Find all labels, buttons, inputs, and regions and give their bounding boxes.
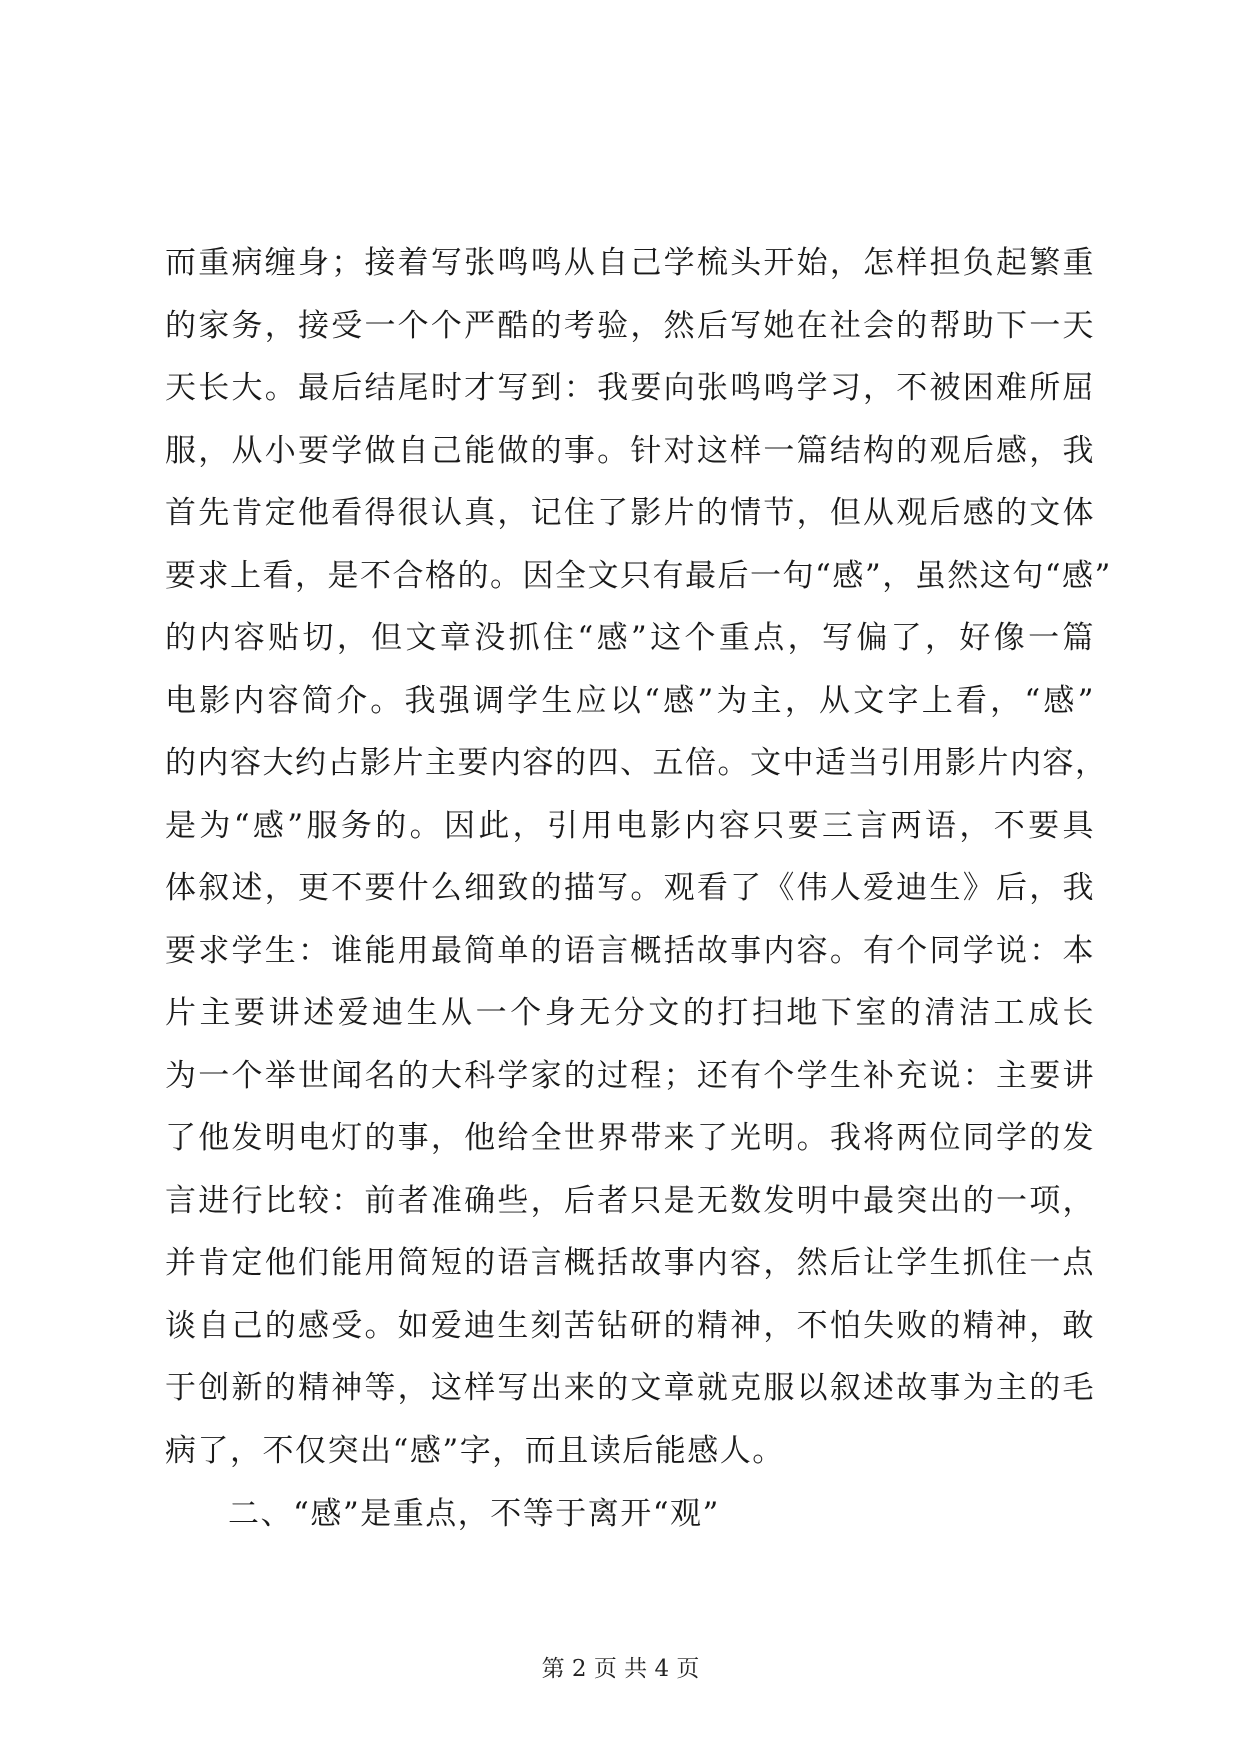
text-line: 而重病缠身；接着写张鸣鸣从自己学梳头开始，怎样担负起繁重 bbox=[165, 245, 1095, 281]
text-line: 并肯定他们能用简短的语言概括故事内容，然后让学生抓住一点 bbox=[165, 1245, 1095, 1281]
body-paragraph bbox=[165, 232, 1112, 1482]
page-footer: 第 2 页 共 4 页 bbox=[541, 1656, 700, 1682]
text-line: 的内容贴切，但文章没抓住“感”这个重点，写偏了，好像一篇 bbox=[165, 620, 1095, 656]
text-line: 为一个举世闻名的大科学家的过程；还有个学生补充说：主要讲 bbox=[165, 1057, 1095, 1094]
text-line: 是为“感”服务的。因此，引用电影内容只要三言两语，不要具 bbox=[165, 807, 1095, 844]
text-line: 片主要讲述爱迪生从一个身无分文的打扫地下室的清洁工成长 bbox=[165, 995, 1095, 1031]
text-line: 要求上看，是不合格的。因全文只有最后一句“感”，虽然这句“感” bbox=[165, 557, 1112, 594]
text-line: 服，从小要学做自己能做的事。针对这样一篇结构的观后感，我 bbox=[165, 432, 1095, 469]
text-line: 病了，不仅突出“感”字，而且读后能感人。 bbox=[165, 1432, 785, 1469]
text-line: 电影内容简介。我强调学生应以“感”为主，从文字上看，“感” bbox=[165, 682, 1095, 719]
text-line: 谈自己的感受。如爱迪生刻苦钻研的精神，不怕失败的精神，敢 bbox=[165, 1307, 1095, 1344]
section-heading: 二、“感”是重点，不等于离开“观” bbox=[228, 1496, 720, 1532]
text-line: 要求学生：谁能用最简单的语言概括故事内容。有个同学说：本 bbox=[165, 932, 1095, 969]
text-line: 言进行比较：前者准确些，后者只是无数发明中最突出的一项， bbox=[165, 1182, 1095, 1219]
text-line: 了他发明电灯的事，他给全世界带来了光明。我将两位同学的发 bbox=[165, 1120, 1095, 1156]
text-line: 的家务，接受一个个严酷的考验，然后写她在社会的帮助下一天 bbox=[165, 307, 1095, 344]
text-line: 的内容大约占影片主要内容的四、五倍。文中适当引用影片内容， bbox=[165, 745, 1108, 781]
text-line: 体叙述，更不要什么细致的描写。观看了《伟人爱迪生》后，我 bbox=[165, 870, 1095, 906]
text-line: 首先肯定他看得很认真，记住了影片的情节，但从观后感的文体 bbox=[165, 495, 1095, 531]
text-line: 天长大。最后结尾时才写到：我要向张鸣鸣学习，不被困难所屈 bbox=[165, 370, 1095, 406]
text-line: 于创新的精神等，这样写出来的文章就克服以叙述故事为主的毛 bbox=[165, 1370, 1095, 1406]
